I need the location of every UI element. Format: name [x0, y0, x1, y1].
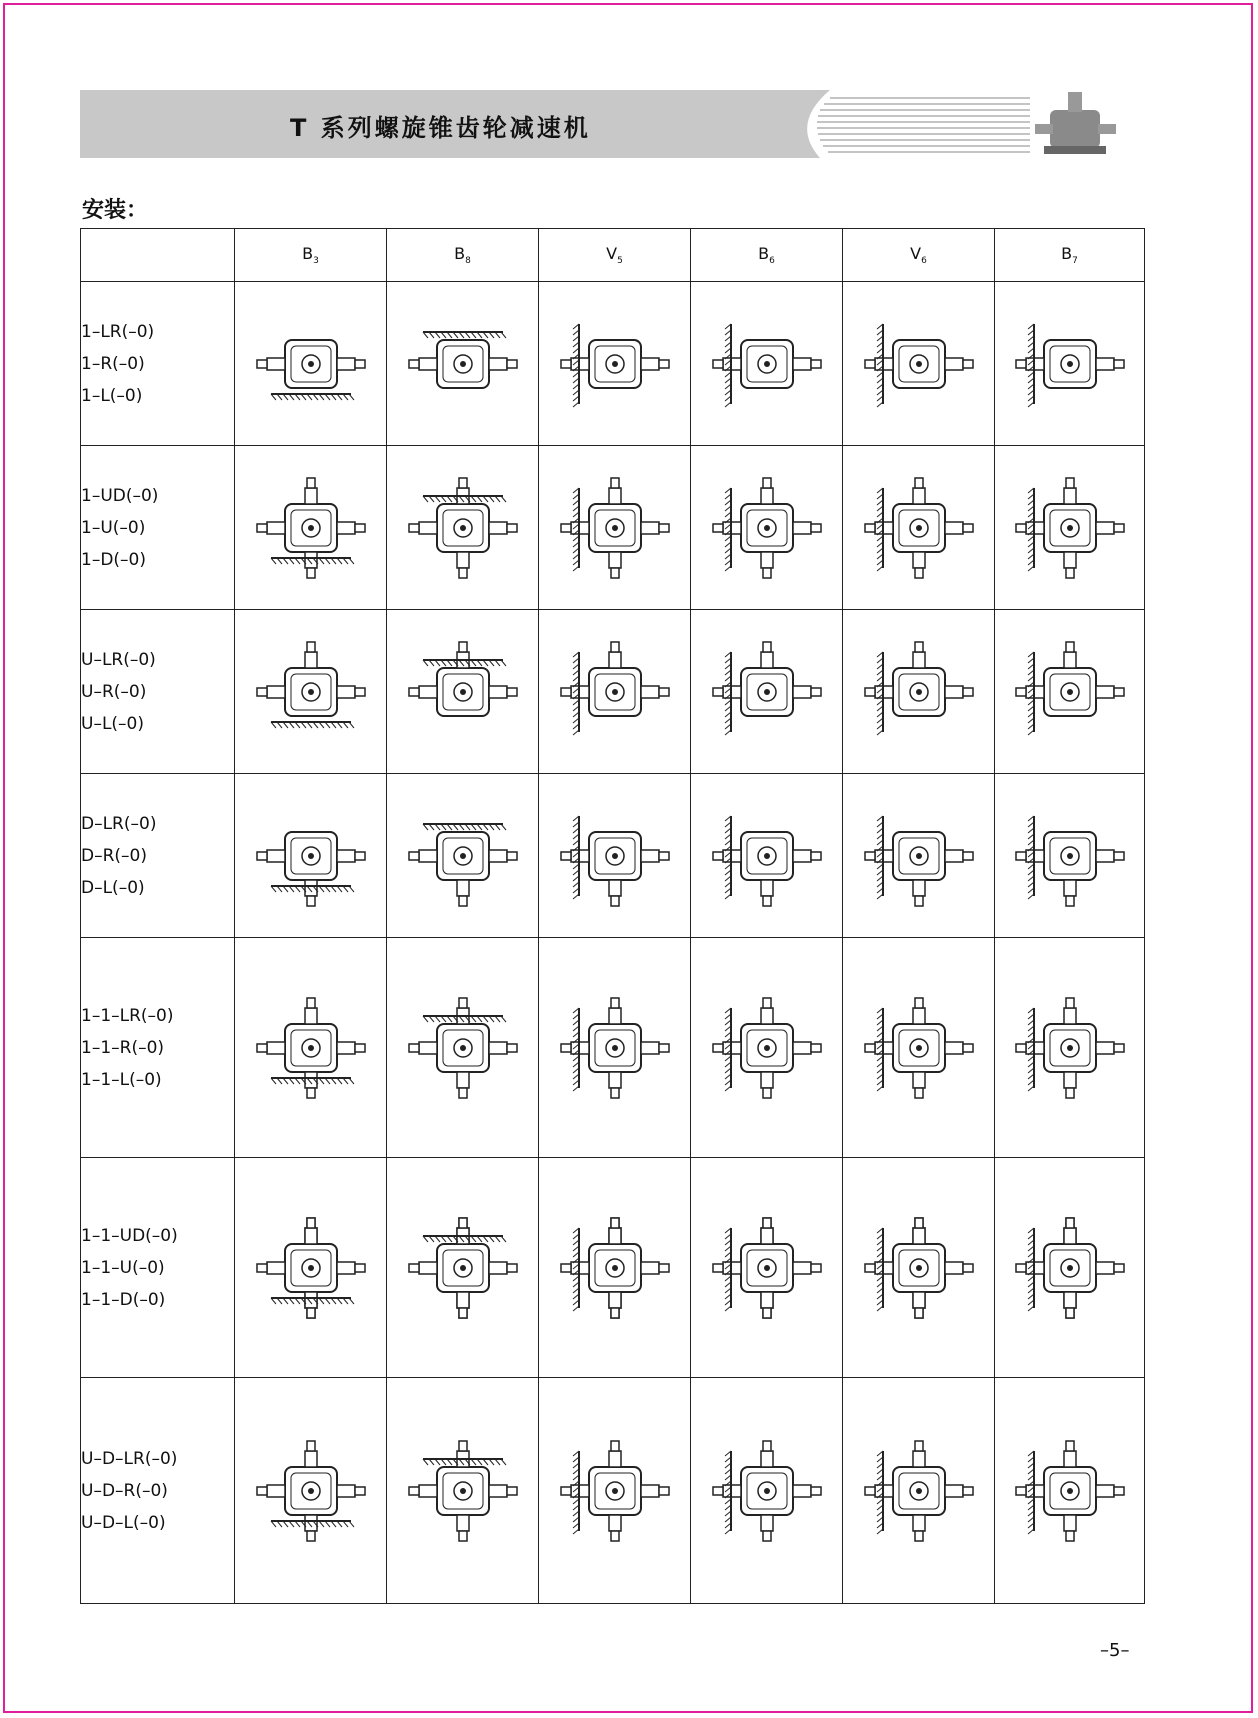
- mounting-diagram-cell: [387, 446, 539, 610]
- gearbox-mounting-icon: [1010, 632, 1130, 752]
- gearbox-mounting-icon: [707, 796, 827, 916]
- col-header: $B_7$: [995, 229, 1145, 282]
- table-row: [81, 610, 1145, 774]
- gearbox-mounting-icon: [707, 304, 827, 424]
- mounting-code: U–D–LR(–0): [81, 1448, 178, 1469]
- mounting-diagram-cell: [995, 282, 1145, 446]
- mounting-diagram-cell: [387, 282, 539, 446]
- row-label-cell: [81, 1378, 235, 1604]
- gearbox-mounting-icon: [1010, 796, 1130, 916]
- gearbox-mounting-icon: [859, 632, 979, 752]
- mounting-code: 1–1–R(–0): [81, 1037, 165, 1058]
- table-row: [81, 446, 1145, 610]
- gearbox-mounting-icon: [251, 632, 371, 752]
- mounting-diagram-cell: [843, 446, 995, 610]
- mounting-diagram-cell: [995, 938, 1145, 1158]
- row-label-cell: [81, 282, 235, 446]
- corner-cell: [81, 229, 235, 282]
- table-row: [81, 1378, 1145, 1604]
- mounting-code: D–L(–0): [81, 877, 145, 898]
- gearbox-mounting-icon: [859, 1193, 979, 1343]
- gearbox-mounting-icon: [555, 468, 675, 588]
- mounting-diagram-cell: [235, 1158, 387, 1378]
- mounting-diagram-cell: [387, 938, 539, 1158]
- gearbox-mounting-icon: [403, 1416, 523, 1566]
- gearbox-mounting-icon: [555, 632, 675, 752]
- mounting-code: 1–1–D(–0): [81, 1289, 166, 1310]
- mounting-diagram-cell: [691, 1158, 843, 1378]
- mounting-diagram-cell: [235, 610, 387, 774]
- mounting-diagram-cell: [691, 938, 843, 1158]
- gearbox-mounting-icon: [403, 632, 523, 752]
- gearbox-mounting-icon: [403, 304, 523, 424]
- col-header: $B_6$: [691, 229, 843, 282]
- gearbox-mounting-icon: [859, 796, 979, 916]
- mounting-code: U–D–L(–0): [81, 1512, 166, 1533]
- gearbox-mounting-icon: [403, 973, 523, 1123]
- mounting-diagram-cell: [539, 774, 691, 938]
- gearbox-mounting-icon: [859, 304, 979, 424]
- mounting-diagram-cell: [691, 446, 843, 610]
- mounting-diagram-cell: [843, 610, 995, 774]
- col-header: $V_5$: [539, 229, 691, 282]
- row-label-cell: [81, 774, 235, 938]
- mounting-diagram-cell: [691, 282, 843, 446]
- row-label-cell: [81, 446, 235, 610]
- mounting-diagram-cell: [235, 774, 387, 938]
- mounting-diagram-cell: [995, 446, 1145, 610]
- gearbox-mounting-icon: [555, 796, 675, 916]
- mounting-diagram-cell: [995, 610, 1145, 774]
- mounting-diagram-cell: [387, 774, 539, 938]
- mounting-diagram-cell: [539, 938, 691, 1158]
- mounting-diagram-cell: [691, 774, 843, 938]
- gearbox-mounting-icon: [859, 973, 979, 1123]
- mounting-code: 1–U(–0): [81, 517, 146, 538]
- page-title: T 系列螺旋锥齿轮减速机: [290, 114, 591, 142]
- table-row: [81, 938, 1145, 1158]
- gearbox-mounting-icon: [555, 304, 675, 424]
- page-number: –5–: [1100, 1640, 1130, 1661]
- mounting-code: U–L(–0): [81, 713, 144, 734]
- mounting-diagram-cell: [235, 446, 387, 610]
- gearbox-mounting-icon: [403, 468, 523, 588]
- mounting-diagram-cell: [995, 774, 1145, 938]
- gearbox-mounting-icon: [1010, 1416, 1130, 1566]
- col-header: $B_3$: [235, 229, 387, 282]
- gearbox-mounting-icon: [707, 973, 827, 1123]
- section-label: 安装：: [82, 198, 149, 223]
- gearbox-mounting-icon: [707, 632, 827, 752]
- gearbox-mounting-icon: [859, 468, 979, 588]
- gearbox-mounting-icon: [251, 1193, 371, 1343]
- gearbox-mounting-icon: [707, 1416, 827, 1566]
- gearbox-mounting-icon: [251, 796, 371, 916]
- gearbox-mounting-icon: [251, 973, 371, 1123]
- mounting-diagram-cell: [387, 1378, 539, 1604]
- gearbox-mounting-icon: [251, 468, 371, 588]
- gearbox-mounting-icon: [555, 1416, 675, 1566]
- gearbox-mounting-icon: [403, 796, 523, 916]
- mounting-diagram-cell: [691, 1378, 843, 1604]
- col-header: $B_8$: [387, 229, 539, 282]
- mounting-diagram-cell: [235, 282, 387, 446]
- gearbox-mounting-icon: [251, 1416, 371, 1566]
- row-label-cell: [81, 1158, 235, 1378]
- mounting-code: 1–1–UD(–0): [81, 1225, 178, 1246]
- table-row: [81, 1158, 1145, 1378]
- mounting-diagram-cell: [539, 1378, 691, 1604]
- mounting-diagram-cell: [539, 610, 691, 774]
- row-label-cell: [81, 610, 235, 774]
- table-row: [81, 774, 1145, 938]
- mounting-diagram-cell: [691, 610, 843, 774]
- mounting-diagram-cell: [387, 1158, 539, 1378]
- mounting-code: 1–R(–0): [81, 353, 145, 374]
- row-label-cell: [81, 938, 235, 1158]
- mounting-diagram-cell: [539, 282, 691, 446]
- col-header: $V_6$: [843, 229, 995, 282]
- gearbox-mounting-icon: [555, 1193, 675, 1343]
- mounting-code: 1–1–U(–0): [81, 1257, 165, 1278]
- mounting-diagram-cell: [235, 1378, 387, 1604]
- mounting-code: 1–1–LR(–0): [81, 1005, 174, 1026]
- gearbox-mounting-icon: [707, 1193, 827, 1343]
- gearbox-mounting-icon: [1010, 973, 1130, 1123]
- mounting-diagram-cell: [387, 610, 539, 774]
- mounting-code: 1–D(–0): [81, 549, 146, 570]
- mounting-diagram-cell: [539, 446, 691, 610]
- mounting-code: 1–1–L(–0): [81, 1069, 162, 1090]
- mounting-code: D–LR(–0): [81, 813, 157, 834]
- mounting-code: D–R(–0): [81, 845, 147, 866]
- gearbox-mounting-icon: [403, 1193, 523, 1343]
- mounting-code: U–LR(–0): [81, 649, 156, 670]
- mounting-diagram-cell: [843, 1378, 995, 1604]
- mounting-diagram-cell: [843, 938, 995, 1158]
- gearbox-mounting-icon: [707, 468, 827, 588]
- mounting-diagram-cell: [843, 282, 995, 446]
- gearbox-mounting-icon: [555, 973, 675, 1123]
- mounting-code: 1–LR(–0): [81, 321, 155, 342]
- gearbox-mounting-icon: [1010, 304, 1130, 424]
- mounting-diagram-cell: [843, 1158, 995, 1378]
- mounting-diagram-cell: [539, 1158, 691, 1378]
- mounting-diagram-cell: [843, 774, 995, 938]
- gearbox-mounting-icon: [859, 1416, 979, 1566]
- mounting-diagram-cell: [995, 1158, 1145, 1378]
- gearbox-mounting-icon: [1010, 1193, 1130, 1343]
- mounting-diagram-cell: [995, 1378, 1145, 1604]
- mounting-code: 1–L(–0): [81, 385, 143, 406]
- header-row: [81, 229, 1145, 282]
- gearbox-mounting-icon: [251, 304, 371, 424]
- mounting-diagram-cell: [235, 938, 387, 1158]
- mounting-code: U–D–R(–0): [81, 1480, 168, 1501]
- gearbox-mounting-icon: [1010, 468, 1130, 588]
- table-row: [81, 282, 1145, 446]
- mounting-code: U–R(–0): [81, 681, 147, 702]
- mounting-code: 1–UD(–0): [81, 485, 159, 506]
- header-decoration: [800, 90, 1145, 158]
- mounting-table: [80, 228, 1145, 1604]
